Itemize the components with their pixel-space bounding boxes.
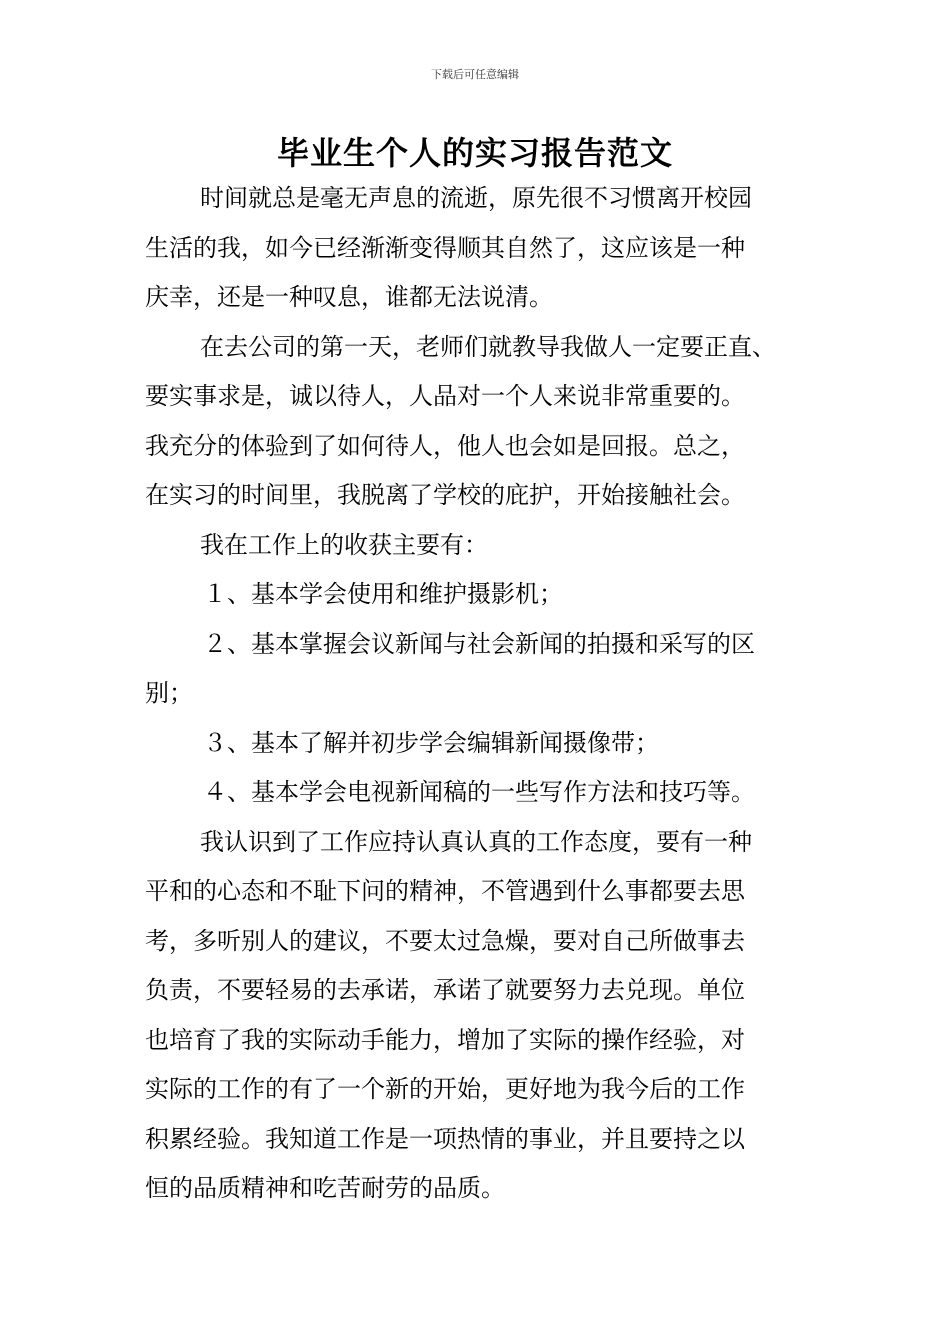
paragraph-line: 积累经验。我知道工作是一项热情的事业，并且要持之以 <box>145 1124 745 1153</box>
paragraph-line: 我在工作上的收获主要有： <box>200 530 488 559</box>
list-item: ２、基本掌握会议新闻与社会新闻的拍摄和采写的区 <box>203 629 755 658</box>
paragraph-line: 在去公司的第一天，老师们就教导我做人一定要正直、 <box>200 332 776 361</box>
paragraph-line: 考，多听别人的建议，不要太过急燥，要对自己所做事去 <box>145 926 745 955</box>
document-title: 毕业生个人的实习报告范文 <box>276 134 673 172</box>
list-item: １、基本学会使用和维护摄影机； <box>203 580 563 608</box>
paragraph-line: 我充分的体验到了如何待人，他人也会如是回报。总之， <box>145 431 745 460</box>
page-header: 下载后可任意编辑 <box>431 68 519 81</box>
paragraph-line: 平和的心态和不耻下问的精神，不管遇到什么事都要去思 <box>145 877 745 905</box>
paragraph-line: 生活的我，如今已经渐渐变得顺其自然了，这应该是一种 <box>145 233 745 262</box>
paragraph-line: 也培育了我的实际动手能力，增加了实际的操作经验，对 <box>145 1025 745 1054</box>
paragraph-line: 在实习的时间里，我脱离了学校的庇护，开始接触社会。 <box>145 481 745 509</box>
paragraph-line: 庆幸，还是一种叹息，谁都无法说清。 <box>145 283 553 311</box>
paragraph-line: 负责，不要轻易的去承诺，承诺了就要努力去兑现。单位 <box>145 976 745 1004</box>
paragraph-line: 实际的工作的有了一个新的开始，更好地为我今后的工作 <box>145 1075 745 1103</box>
list-item-continuation: 别； <box>145 679 193 707</box>
list-item: ４、基本学会电视新闻稿的一些写作方法和技巧等。 <box>203 778 755 806</box>
paragraph-line: 时间就总是毫无声息的流逝，原先很不习惯离开校园 <box>200 184 752 212</box>
list-item: ３、基本了解并初步学会编辑新闻摄像带； <box>203 728 659 757</box>
paragraph-line: 我认识到了工作应持认真认真的工作态度，要有一种 <box>200 827 752 856</box>
paragraph-line: 要实事求是，诚以待人，人品对一个人来说非常重要的。 <box>145 382 745 410</box>
document-body <box>145 180 835 1220</box>
paragraph-line: 恒的品质精神和吃苦耐劳的品质。 <box>145 1174 505 1202</box>
